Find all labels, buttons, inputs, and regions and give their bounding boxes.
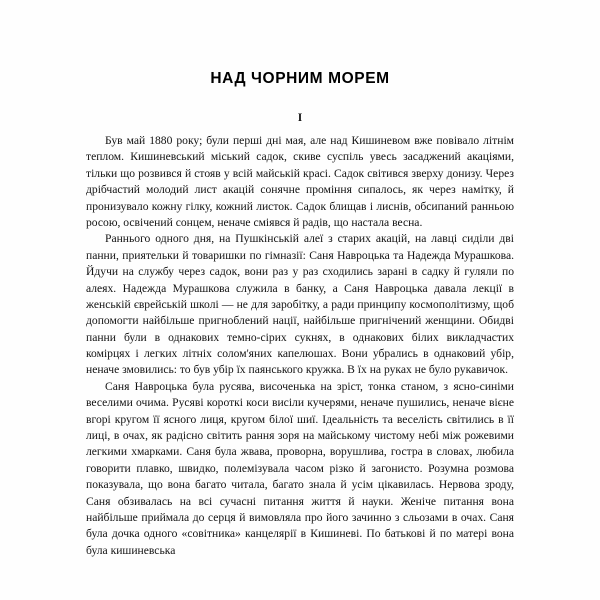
body-text	[86, 133, 514, 559]
page-title: НАД ЧОРНИМ МОРЕМ	[210, 70, 390, 87]
section-number: I	[297, 112, 303, 124]
paragraph: Був май 1880 року; були перші дні мая, але над Кишиневом вже повівало літнім теплом. Кишиневський міський садок, скиве суспіль увесь засаджений акаціями, тільки що розвився й стояв у всій майській красі. Садок світився зверху донизу. Через дрібчастий молодий лист акацій сонячне проміння сипалось, як через намітку, й пронизувало кожну гілку, кожний листок. Садок блищав і лиснів, обсипаний ранньою росою, освічений сонцем, неначе сміявся й радів, що настала весна.	[86, 134, 514, 229]
paragraph: Саня Навроцька була русява, височенька на зріст, тонка станом, з ясно-синіми веселими очима. Русяві короткі коси висіли кучерями, неначе пушились, неначе вієне вгорі кругом її ясного лиця, кругом білої шиї. Ідеальність та веселість світились в її лиці, в очах, як радісно світить рання зоря на майському чистому небі між рожевими легкими хмарками. Саня була жвава, проворна, ворушлива, гостра в словах, любила говорити плавко, швидко, полемізувала часом різко й загонисто. Розумна розмова показувала, що вона багато читала, багато знала й усім цікавилась. Нервова зроду, Саня обзивалась на всі сучасні питання життя й науки. Женіче питання вона найбільше приймала до серця й вимовляла про його зачинно з сльозами в очах. Саня була дочка одного «совітника» канцелярії в Кишиневі. По батькові й по матері вона була кишиневська	[86, 379, 514, 557]
paragraph: Раннього одного дня, на Пушкінській алеї з старих акацій, на лавці сиділи дві панни, приятельки й товаришки по гімназії: Саня Навроцька та Надежда Мурашкова. Йдучи на службу через садок, вони раз у раз сходились зарані в садку й гуляли по алеях. Надежда Мурашкова служила в банку, а Саня Навроцька давала лекції в женській єврейській школі — не для заробітку, а ради принципу космополітизму, щоб допомогти найбільше пригноблений нації, найбільше пригнічений женщини. Обидві панни були в однакових темно-сірих сукнях, в однакових білих викладчастих комірцях і легких літніх солом'яних капелюшах. Вони убрались в однаковий убір, неначе змовились: то був убір їх паянського кружка. В їх на руках не було рукавичок.	[86, 232, 514, 377]
